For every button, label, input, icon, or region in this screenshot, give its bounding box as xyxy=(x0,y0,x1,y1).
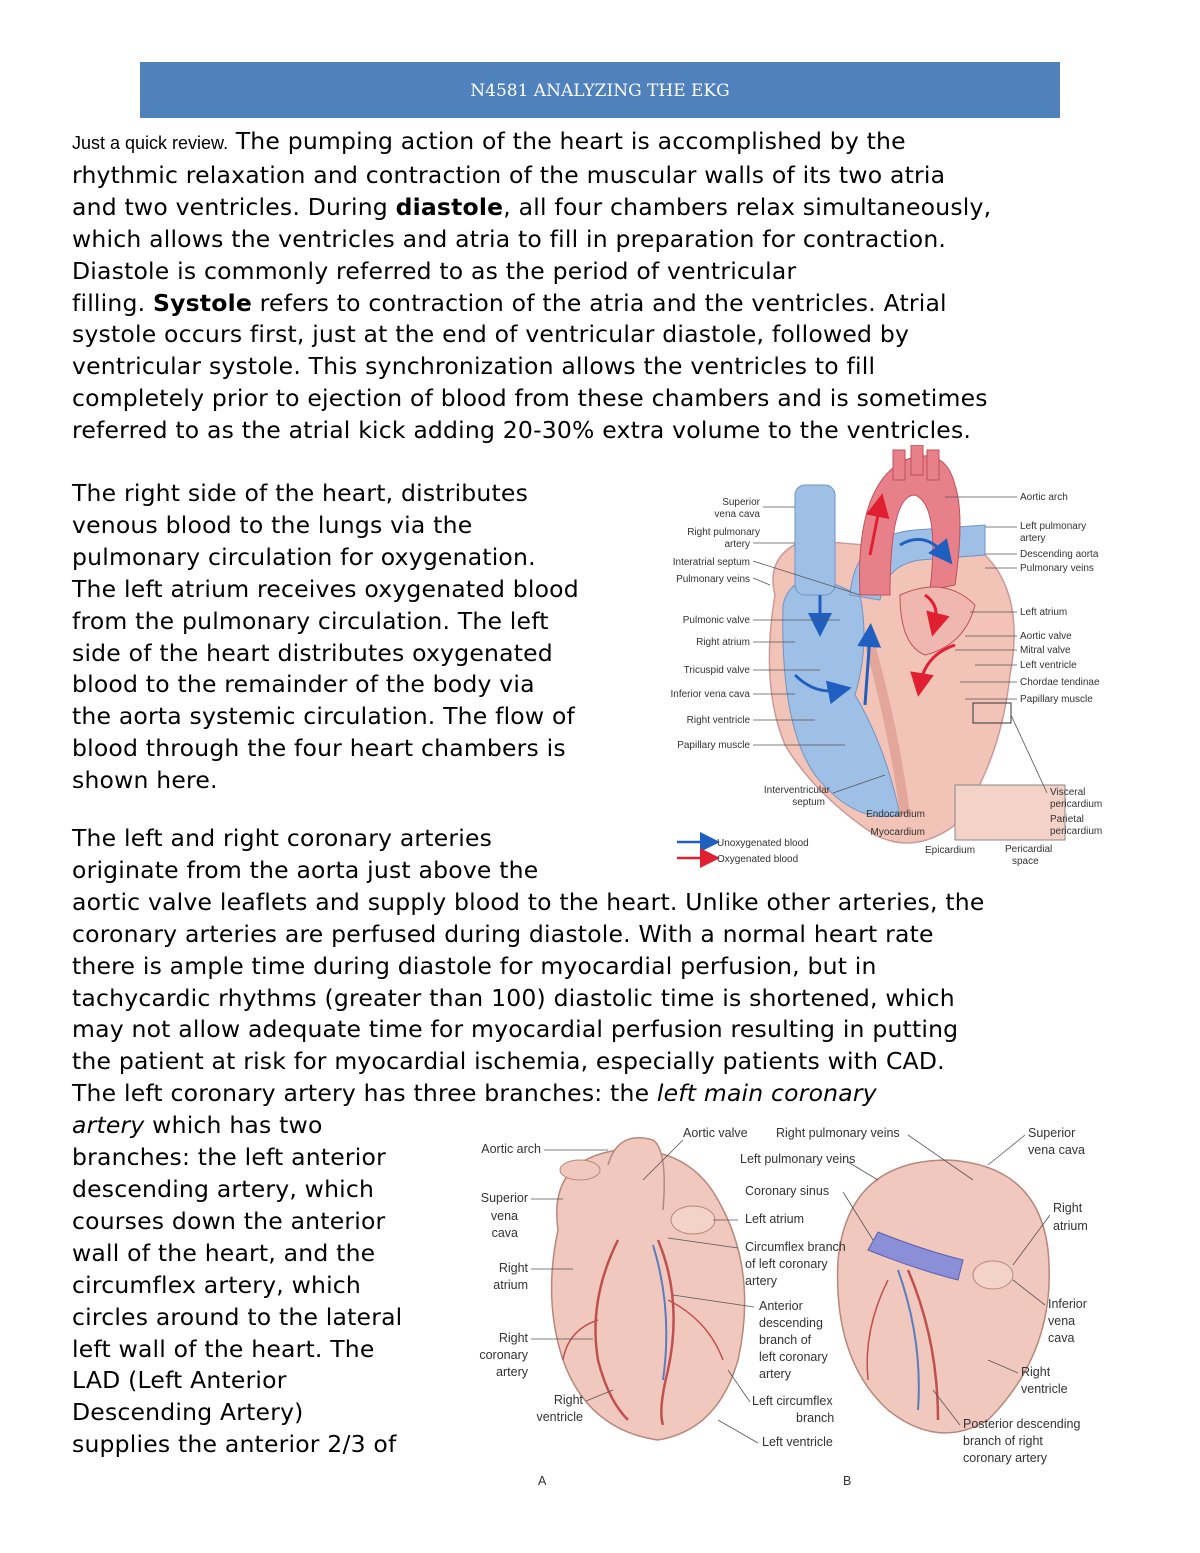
label: vena xyxy=(490,1209,518,1223)
superior-vena-cava xyxy=(795,485,835,595)
text-line: referred to as the atrial kick adding 20-30% extra volume to the ventricles. xyxy=(72,416,972,445)
italic-term: artery xyxy=(72,1111,145,1140)
label: Pulmonic valve xyxy=(682,615,750,626)
label: pericardium xyxy=(1050,826,1103,837)
text-span: which has two xyxy=(144,1111,323,1140)
text-line: Descending Artery) xyxy=(72,1398,304,1427)
text-span: and two ventricles. During xyxy=(72,192,396,221)
text-span: refers to contraction of the atria and the ventricles. Atrial xyxy=(251,288,947,317)
label: Papillary muscle xyxy=(677,740,750,751)
label: ventricle xyxy=(536,1410,583,1424)
aortic-branch xyxy=(927,450,939,480)
text-line: aortic valve leaflets and supply blood to the heart. Unlike other arteries, the xyxy=(72,887,985,916)
label: space xyxy=(1012,856,1039,867)
text-line: wall of the heart, and the xyxy=(72,1238,376,1267)
label: Superior xyxy=(480,1191,528,1205)
text-line: blood to the remainder of the body via xyxy=(72,670,535,699)
text-line: completely prior to ejection of blood from these chambers and is sometimes xyxy=(72,384,988,413)
label: Left pulmonary veins xyxy=(740,1152,856,1166)
text-line: The left atrium receives oxygenated blood xyxy=(72,574,579,603)
label: Superior xyxy=(1028,1126,1076,1140)
aortic-branch xyxy=(893,450,905,480)
label: Right pulmonary xyxy=(687,527,760,538)
bold-term-systole: Systole xyxy=(152,288,252,317)
label: Right xyxy=(1021,1365,1051,1379)
coronary-arteries-diagram xyxy=(468,1120,1098,1490)
text-line: systole occurs first, just at the end of ventricular diastole, followed by xyxy=(72,320,910,349)
label: Visceral xyxy=(1050,787,1086,798)
text-line: coronary arteries are perfused during diastole. With a normal heart rate xyxy=(72,919,934,948)
label: left coronary xyxy=(759,1350,828,1364)
label: Aortic arch xyxy=(1020,492,1068,503)
label: Pulmonary veins xyxy=(1020,563,1094,574)
label: Right xyxy=(553,1393,583,1407)
text-line: may not allow adequate time for myocardial perfusion resulting in putting xyxy=(72,1015,959,1044)
label: Parietal xyxy=(1050,814,1084,825)
label: Circumflex branch xyxy=(745,1240,846,1254)
label: Aortic arch xyxy=(481,1142,541,1156)
label: septum xyxy=(792,797,825,808)
label: cava xyxy=(491,1226,518,1240)
label: Left ventricle xyxy=(1020,660,1077,671)
label: Endocardium xyxy=(866,809,925,820)
paragraph-circulation xyxy=(72,478,579,797)
text-line: courses down the anterior xyxy=(72,1206,386,1235)
text-line: tachycardic rhythms (greater than 100) diastolic time is shortened, which xyxy=(72,983,955,1012)
text-line: The left and right coronary arteries xyxy=(72,824,493,852)
label: Coronary sinus xyxy=(745,1184,830,1198)
label: artery xyxy=(759,1367,791,1381)
label: Epicardium xyxy=(925,845,976,856)
label: descending xyxy=(759,1316,823,1330)
paragraph-intro xyxy=(72,126,991,447)
text-line: circles around to the lateral xyxy=(72,1302,403,1331)
label: Left atrium xyxy=(745,1212,805,1226)
text-line: the patient at risk for myocardial ischemia, especially patients with CAD. xyxy=(72,1047,945,1076)
label: vena cava xyxy=(1028,1143,1085,1157)
legend-label: Oxygenated blood xyxy=(717,854,799,865)
label: Descending aorta xyxy=(1020,549,1099,560)
text-span: , all four chambers relax simultaneously, xyxy=(503,192,992,221)
header-title: N4581 ANALYZING THE EKG xyxy=(470,81,730,101)
inferior-vena-cava xyxy=(973,1261,1013,1289)
label: Anterior xyxy=(759,1299,803,1313)
label: Right xyxy=(498,1261,528,1275)
text-line: left wall of the heart. The xyxy=(72,1334,375,1363)
label: Right atrium xyxy=(696,637,750,648)
label: Pericardial xyxy=(1005,844,1053,855)
text-line: which allows the ventricles and atria to fill in preparation for contraction. xyxy=(72,224,947,253)
label: Aortic valve xyxy=(683,1126,748,1140)
panel-label-a: A xyxy=(538,1474,547,1488)
text-line: there is ample time during diastole for myocardial perfusion, but in xyxy=(72,951,877,980)
text-line: Diastole is commonly referred to as the period of ventricular xyxy=(72,256,797,285)
label: artery xyxy=(1020,533,1046,544)
label: Pulmonary veins xyxy=(676,574,750,585)
aortic-branch xyxy=(911,445,923,475)
text-line: the aorta systemic circulation. The flow of xyxy=(72,702,576,731)
legend-label: Unoxygenated blood xyxy=(717,838,809,849)
label: Right xyxy=(498,1331,528,1345)
label: Chordae tendinae xyxy=(1020,677,1100,688)
label: Left pulmonary xyxy=(1020,521,1087,532)
text-span: filling. xyxy=(72,288,153,317)
superior-vena-cava xyxy=(560,1160,600,1180)
text-line: circumflex artery, which xyxy=(72,1270,362,1299)
label: coronary artery xyxy=(963,1451,1048,1465)
label: of left coronary xyxy=(745,1257,828,1271)
text-line: descending artery, which xyxy=(72,1174,375,1203)
label: Interatrial septum xyxy=(672,557,750,568)
panel-label-b: B xyxy=(843,1474,852,1488)
label: Inferior xyxy=(1048,1297,1087,1311)
label: Mitral valve xyxy=(1020,645,1071,656)
label: Superior xyxy=(722,497,760,508)
label: Right xyxy=(1053,1201,1083,1215)
label: branch of right xyxy=(963,1434,1043,1448)
label: Interventricular xyxy=(763,785,830,796)
text-line: LAD (Left Anterior xyxy=(72,1366,287,1395)
label: cava xyxy=(1048,1331,1075,1345)
label: Right ventricle xyxy=(686,715,750,726)
heart-posterior xyxy=(838,1160,1050,1433)
italic-term: left main coronary xyxy=(656,1079,877,1108)
text-line: ventricular systole. This synchronization allows the ventricles to fill xyxy=(72,352,876,381)
text-line: supplies the anterior 2/3 of xyxy=(72,1430,397,1459)
page-header xyxy=(140,62,1060,118)
text-line: blood through the four heart chambers is xyxy=(72,734,566,763)
label: Posterior descending xyxy=(963,1417,1081,1431)
text-line: venous blood to the lungs via the xyxy=(72,510,473,539)
label: artery xyxy=(496,1365,528,1379)
label: vena xyxy=(1048,1314,1076,1328)
label: branch xyxy=(796,1411,835,1425)
label: atrium xyxy=(1053,1219,1088,1233)
text-line: pulmonary circulation for oxygenation. xyxy=(72,542,536,571)
label: Myocardium xyxy=(870,827,925,838)
pericardium-inset xyxy=(955,785,1065,840)
bold-term-diastole: diastole xyxy=(395,192,504,221)
label: branch of xyxy=(759,1333,812,1347)
label: Tricuspid valve xyxy=(683,665,750,676)
label: pericardium xyxy=(1050,799,1103,810)
label: atrium xyxy=(493,1278,528,1292)
text-span: Just a quick review. xyxy=(72,133,229,153)
label: artery xyxy=(745,1274,777,1288)
label: Right pulmonary veins xyxy=(776,1126,900,1140)
text-line: branches: the left anterior xyxy=(72,1143,386,1172)
text-span: The left coronary artery has three branches: the xyxy=(72,1079,657,1108)
label: ventricle xyxy=(1021,1382,1068,1396)
label: Left circumflex xyxy=(752,1394,833,1408)
text-line: originate from the aorta just above the xyxy=(72,855,539,884)
label: Inferior vena cava xyxy=(670,689,750,700)
label: artery xyxy=(724,539,750,550)
text-line: from the pulmonary circulation. The left xyxy=(72,606,549,635)
text-line: rhythmic relaxation and contraction of the muscular walls of its two atria xyxy=(72,160,946,189)
text-line: side of the heart distributes oxygenated xyxy=(72,638,553,667)
label: Left ventricle xyxy=(762,1435,833,1449)
left-atrium-a xyxy=(671,1206,715,1234)
text-line: shown here. xyxy=(72,766,218,795)
label: coronary xyxy=(479,1348,528,1362)
text-line: The right side of the heart, distributes xyxy=(72,479,529,507)
label: Aortic valve xyxy=(1020,631,1072,642)
label: vena cava xyxy=(714,509,760,520)
label: Papillary muscle xyxy=(1020,694,1093,705)
heart-chambers-diagram xyxy=(655,445,1115,870)
text-span: The pumping action of the heart is accomplished by the xyxy=(228,127,906,155)
label: Left atrium xyxy=(1020,607,1068,618)
